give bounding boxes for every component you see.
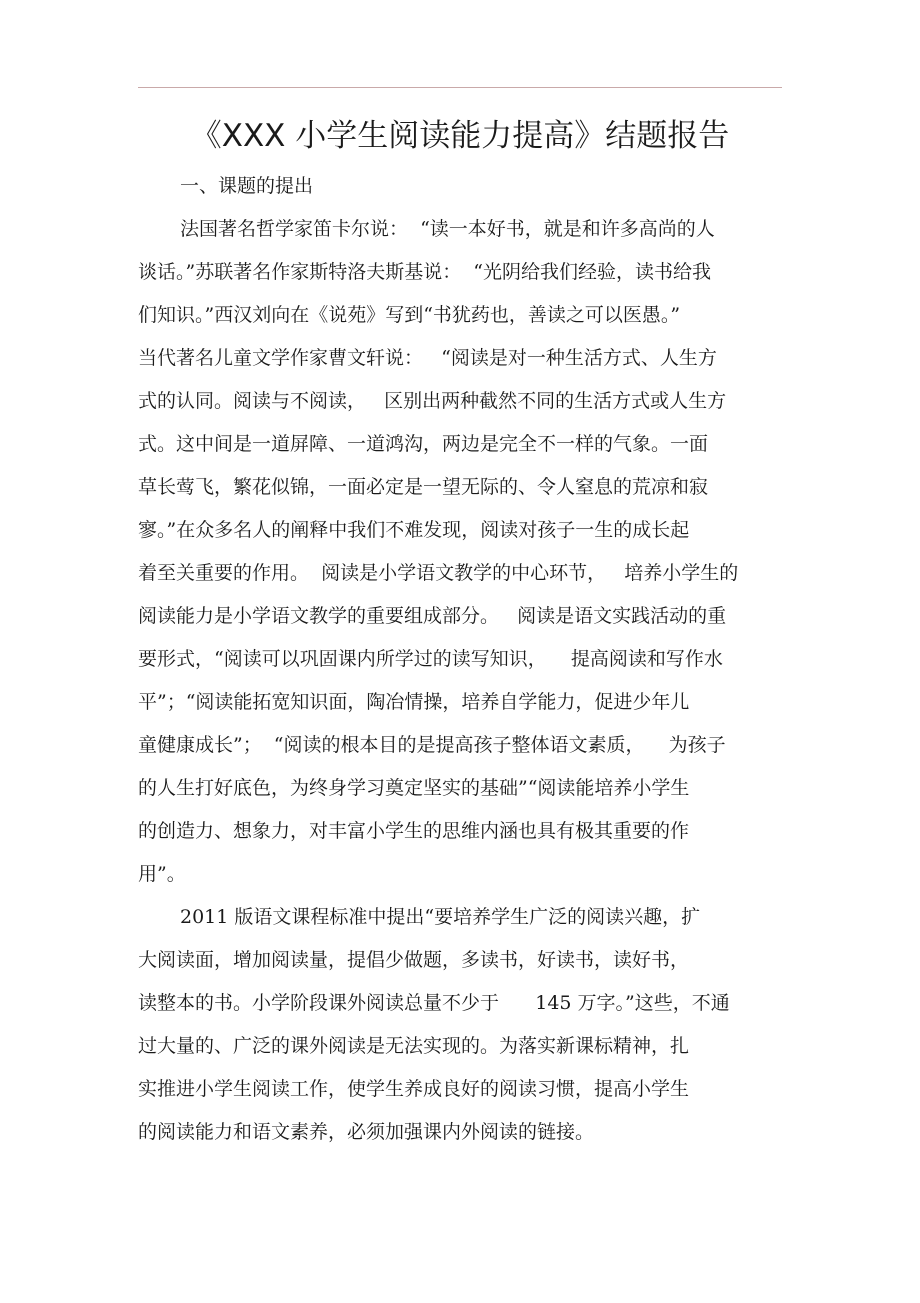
text-line: 寥。”在众多名人的阐释中我们不难发现，阅读对孩子一生的成长起 [138, 519, 690, 541]
text-line: 读整本的书。小学阶段课外阅读总量不少于 145 万字。”这些，不通 [138, 992, 730, 1014]
text-line: 式。这中间是一道屏障、一道鸿沟，两边是完全不一样的气象。一面 [138, 433, 709, 455]
text-line: 要形式，“阅读可以巩固课内所学过的读写知识， 提高阅读和写作水 [138, 648, 723, 670]
header-rule [138, 87, 782, 88]
text-line: 的阅读能力和语文素养，必须加强课内外阅读的链接。 [138, 1121, 595, 1143]
text-line: 的创造力、想象力，对丰富小学生的思维内涵也具有极其重要的作 [138, 820, 690, 842]
text-line: 谈话。”苏联著名作家斯特洛夫斯基说： “光阴给我们经验，读书给我 [138, 261, 712, 283]
text-line: 们知识。”西汉刘向在《说苑》写到“书犹药也，善读之可以医愚。” [138, 304, 681, 326]
text-line: 过大量的、广泛的课外阅读是无法实现的。为落实新课标精神，扎 [138, 1035, 690, 1057]
text-line: 实推进小学生阅读工作，使学生养成良好的阅读习惯，提高小学生 [138, 1078, 690, 1100]
text-line: 式的认同。阅读与不阅读， 区别出两种截然不同的生活方式或人生方 [138, 390, 727, 412]
text-line: 大阅读面，增加阅读量，提倡少做题，多读书，好读书，读好书， [138, 949, 690, 971]
text-line: 2011 版语文课程标准中提出“要培养学生广泛的阅读兴趣，扩 [180, 906, 701, 928]
text-line: 当代著名儿童文学作家曹文轩说： “阅读是对一种生活方式、人生方 [138, 347, 717, 369]
text-line: 着至关重要的作用。 阅读是小学语文教学的中心环节， 培养小学生的 [138, 562, 739, 584]
text-line: 平”；“阅读能拓宽知识面，陶冶情操，培养自学能力，促进少年儿 [138, 691, 690, 713]
text-line: 法国著名哲学家笛卡尔说： “读一本好书，就是和许多高尚的人 [180, 218, 715, 240]
text-line: 用”。 [138, 863, 186, 885]
section-heading: 一、课题的提出 [180, 175, 314, 197]
text-line: 阅读能力是小学语文教学的重要组成部分。 阅读是语文实践活动的重 [138, 605, 727, 627]
text-line: 的人生打好底色，为终身学习奠定坚实的基础”“阅读能培养小学生 [138, 777, 690, 799]
text-line: 童健康成长”； “阅读的根本目的是提高孩子整体语文素质， 为孩子 [138, 734, 726, 756]
text-line: 草长莺飞，繁花似锦，一面必定是一望无际的、令人窒息的荒凉和寂 [138, 476, 709, 498]
document-title: 《XXX 小学生阅读能力提高》结题报告 [190, 118, 730, 154]
